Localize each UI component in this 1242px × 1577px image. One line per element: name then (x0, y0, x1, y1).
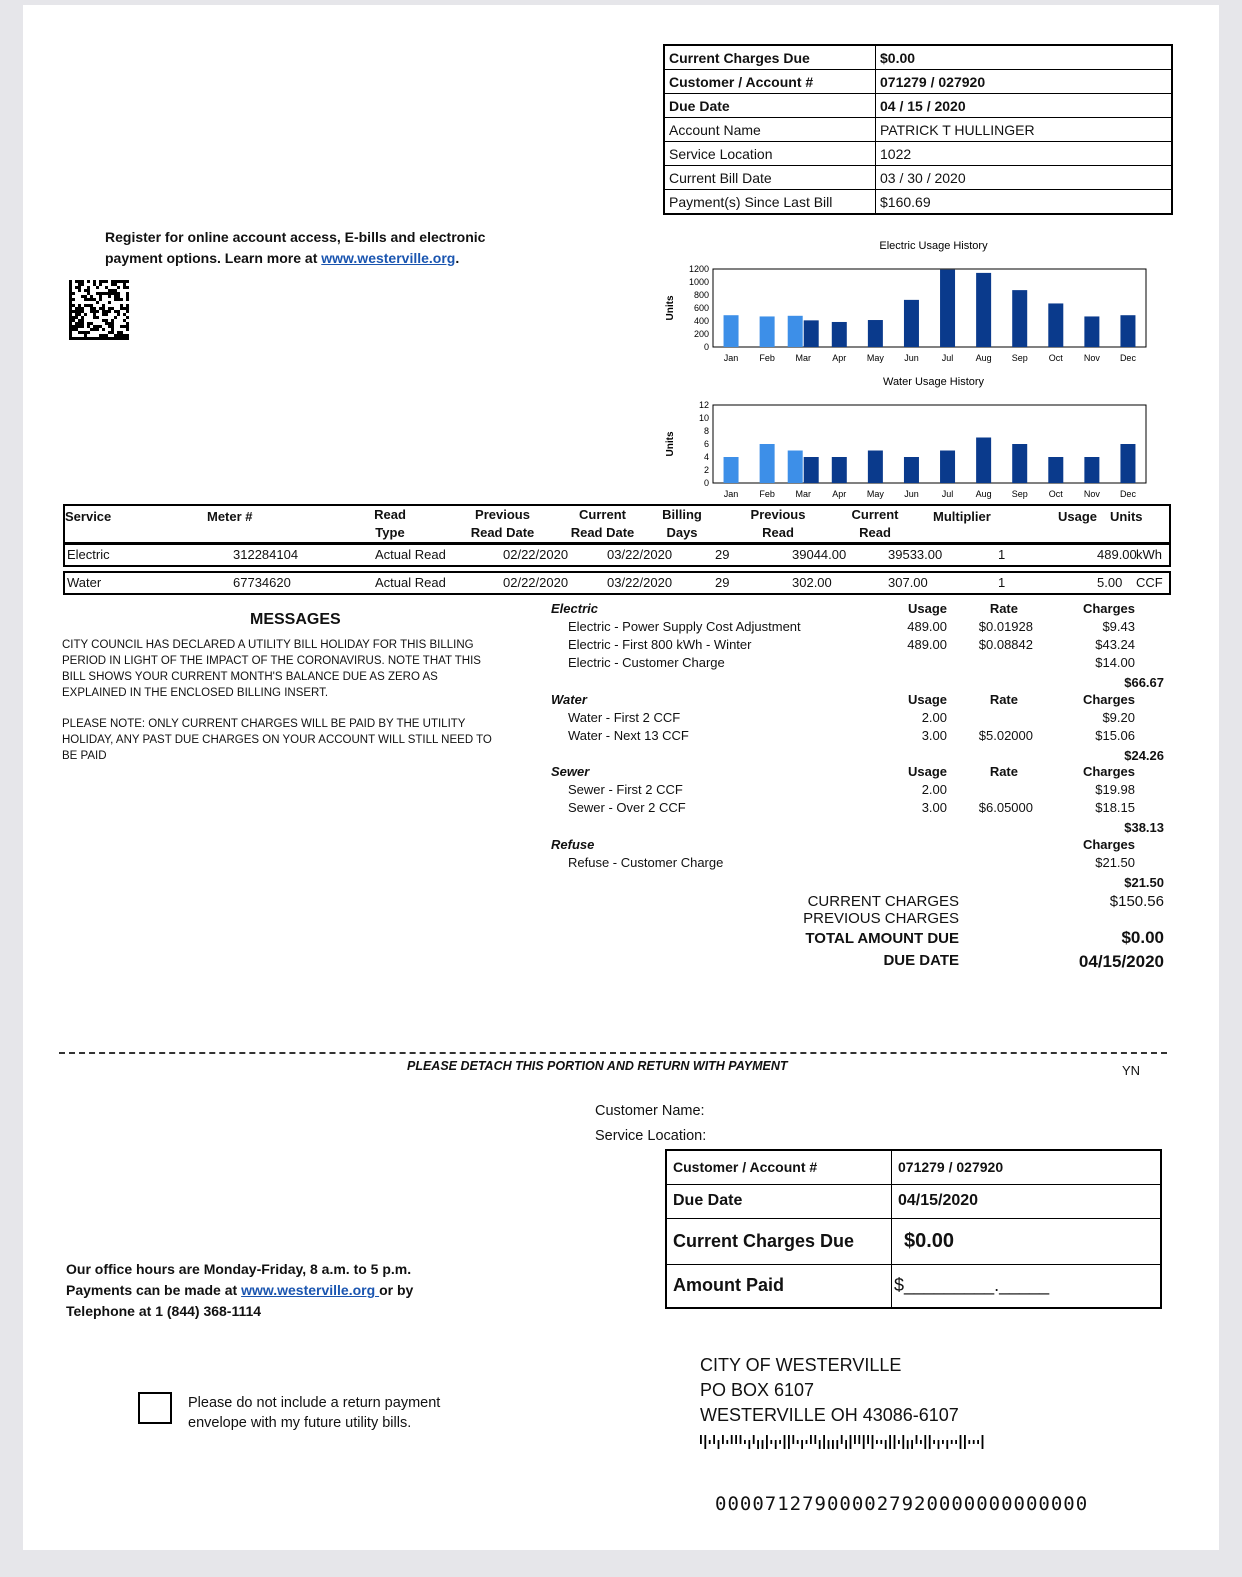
meter-row (63, 543, 1171, 567)
bar (904, 300, 919, 347)
sewer-section-title: Sewer (551, 764, 590, 779)
bar (1084, 316, 1099, 347)
summary-label: Current Bill Date (664, 166, 876, 190)
y-tick-label: 600 (693, 303, 709, 313)
charges-col-header: Charges (1082, 837, 1135, 852)
y-tick-label: 0 (703, 478, 709, 488)
charge-line-rate: $0.08842 (978, 637, 1033, 652)
due-date-label: DUE DATE (883, 952, 959, 969)
charge-line-usage: 489.00 (907, 619, 947, 634)
previous-charges-label: PREVIOUS CHARGES (803, 910, 959, 927)
x-tick-label: May (866, 353, 884, 363)
electric-subtotal: $66.67 (1124, 675, 1164, 690)
meter-cell-multiplier: 1 (998, 575, 1006, 590)
charge-line-desc: Sewer - First 2 CCF (568, 782, 683, 797)
message-holiday: CITY COUNCIL HAS DECLARED A UTILITY BILL HOLIDAY FOR THIS BILLING PERIOD IN LIGHT OF THE IMPACT OF THE CORONAVIRUS. NOTE THAT THIS BILL SHOWS YOUR CURRENT MONTH'S BALANCE DUE AS ZERO AS EXPLAINED IN THE ENCLOSED BILLING INSERT. (62, 639, 481, 699)
summary-value: 071279 / 027920 (876, 70, 1173, 94)
meter-cell-cur-date: 03/22/2020 (607, 547, 673, 562)
y-tick-label: 6 (703, 439, 709, 449)
charges-col-header: Charges (1082, 692, 1135, 707)
charge-line-amount: $14.00 (1095, 655, 1135, 670)
remit-address: CITY OF WESTERVILLE PO BOX 6107 WESTERVILLE OH 43086-6107 (700, 1355, 959, 1425)
charge-line-amount: $19.98 (1095, 782, 1135, 797)
total-due-value: $0.00 (1121, 928, 1164, 947)
water-usage-chart (643, 373, 1163, 503)
refuse-subtotal: $21.50 (1124, 875, 1164, 890)
summary-row (664, 142, 1172, 166)
plot-frame (713, 269, 1146, 347)
charge-line-desc: Water - Next 13 CCF (568, 728, 689, 743)
bar (832, 457, 847, 483)
charge-line-rate: $5.02000 (978, 728, 1033, 743)
usage-col-header: Usage (907, 601, 947, 616)
charge-line-usage: 3.00 (921, 728, 947, 743)
stub-due-label: Due Date (666, 1184, 892, 1218)
col-prev-date: Previous Read Date (470, 507, 535, 540)
col-service: Service (65, 509, 112, 524)
bar (976, 273, 991, 347)
x-tick-label: Apr (832, 489, 847, 499)
col-prev-read: Previous Read (750, 507, 806, 540)
x-tick-label: Mar (795, 353, 811, 363)
charge-line-desc: Electric - Power Supply Cost Adjustment (568, 619, 801, 634)
x-tick-label: Nov (1083, 489, 1100, 499)
x-tick-label: Jul (941, 489, 954, 499)
online-register-note: Register for online account access, E-bills and electronic payment options. Learn more at www.westerville.org. (105, 229, 486, 266)
meter-cell-meter: 67734620 (233, 575, 291, 590)
stub-account-value: 071279 / 027920 (892, 1150, 1162, 1184)
summary-label: Service Location (664, 142, 876, 166)
charge-line-amount: $9.43 (1102, 619, 1135, 634)
qr-code (69, 280, 129, 340)
usage-col-header: Usage (907, 692, 947, 707)
col-read-type: Read Type (374, 507, 406, 540)
due-date-value: 04/15/2020 (1078, 952, 1164, 971)
charge-line-usage: 2.00 (921, 782, 947, 797)
office-hours: Our office hours are Monday-Friday, 8 a.m. to 5 p.m. Payments can be made at www.westerville.org or by Telephone at 1 (844) 368-1114 (66, 1261, 414, 1319)
summary-label: Payment(s) Since Last Bill (664, 190, 876, 215)
bar (940, 451, 955, 484)
y-tick-label: 800 (693, 290, 709, 300)
col-billing-days: Billing Days (662, 507, 702, 540)
summary-row (664, 190, 1172, 215)
current-charges-label: CURRENT CHARGES (807, 893, 959, 910)
summary-label: Due Date (664, 94, 876, 118)
meter-row (63, 571, 1171, 595)
x-tick-label: Jun (904, 353, 919, 363)
summary-value: $160.69 (876, 190, 1173, 215)
summary-value: 1022 (876, 142, 1173, 166)
y-tick-label: 1200 (688, 264, 709, 274)
bar (868, 451, 883, 484)
electric-usage-chart (643, 237, 1163, 367)
meter-cell-read-type: Actual Read (375, 575, 446, 590)
meter-cell-usage: 5.00 (1097, 575, 1123, 590)
stub-account-label: Customer / Account # (666, 1150, 892, 1184)
customer-name-label: Customer Name: (595, 1103, 705, 1119)
chart-title: Electric Usage History (879, 240, 988, 252)
meter-cell-service: Water (67, 575, 102, 590)
summary-value: 03 / 30 / 2020 (876, 166, 1173, 190)
meter-cell-cur-date: 03/22/2020 (607, 575, 673, 590)
postal-barcode (700, 1435, 990, 1449)
water-section-title: Water (551, 692, 587, 707)
y-tick-label: 1000 (688, 277, 709, 287)
charge-line-desc: Electric - First 800 kWh - Winter (568, 637, 752, 652)
x-tick-label: Apr (832, 353, 847, 363)
stub-code: YN (1122, 1063, 1141, 1078)
sewer-subtotal: $38.13 (1124, 820, 1164, 835)
bar (868, 320, 883, 347)
meter-cell-multiplier: 1 (998, 547, 1006, 562)
charge-line-desc: Electric - Customer Charge (568, 655, 725, 670)
bar (904, 457, 919, 483)
rate-col-header: Rate (989, 764, 1018, 779)
charge-line-amount: $15.06 (1095, 728, 1135, 743)
bar (976, 438, 991, 484)
plot-frame (713, 405, 1146, 483)
y-tick-label: 10 (698, 413, 709, 423)
x-tick-label: Mar (795, 489, 811, 499)
x-tick-label: Dec (1119, 489, 1136, 499)
x-tick-label: Nov (1083, 353, 1100, 363)
meter-cell-service: Electric (67, 547, 110, 562)
x-tick-label: Sep (1011, 353, 1028, 363)
messages-title: MESSAGES (250, 611, 341, 628)
water-subtotal: $24.26 (1124, 748, 1164, 763)
meter-table-header (63, 504, 1171, 544)
x-tick-label: May (866, 489, 884, 499)
bar (1120, 315, 1135, 347)
y-tick-label: 0 (703, 342, 709, 352)
westerville-link[interactable]: www.westerville.org (321, 250, 456, 266)
x-tick-label: Feb (759, 353, 775, 363)
bar (760, 316, 775, 347)
summary-label: Customer / Account # (664, 70, 876, 94)
bar (804, 457, 819, 483)
summary-row (664, 94, 1172, 118)
usage-col-header: Usage (907, 764, 947, 779)
amount-paid-field[interactable]: $_________._____ (892, 1264, 1162, 1308)
charges-col-header: Charges (1082, 764, 1135, 779)
charge-line-usage: 489.00 (907, 637, 947, 652)
charge-line-amount: $18.15 (1095, 800, 1135, 815)
charge-line-amount: $9.20 (1102, 710, 1135, 725)
x-tick-label: Aug (975, 489, 992, 499)
stub-amount-paid-label: Amount Paid (666, 1264, 892, 1308)
y-tick-label: 4 (703, 452, 709, 462)
bar (940, 270, 955, 347)
detach-line (59, 1052, 1167, 1054)
bar (760, 444, 775, 483)
x-tick-label: Oct (1048, 489, 1063, 499)
rate-col-header: Rate (989, 692, 1018, 707)
bar (1084, 457, 1099, 483)
bar (788, 316, 803, 347)
x-tick-label: Feb (759, 489, 775, 499)
detach-instruction: PLEASE DETACH THIS PORTION AND RETURN WITH PAYMENT (407, 1059, 788, 1073)
meter-cell-units: CCF (1136, 575, 1163, 590)
bar (724, 315, 739, 347)
meter-cell-billing: 29 (715, 575, 730, 590)
x-tick-label: Aug (975, 353, 992, 363)
no-envelope-label: Please do not include a return payment envelope with my future utility bills. (188, 1395, 441, 1431)
col-cur-read: Current Read (851, 507, 899, 540)
electric-section-title: Electric (551, 601, 598, 616)
col-units: Units (1110, 509, 1143, 524)
y-tick-label: 400 (693, 316, 709, 326)
charge-line-desc: Refuse - Customer Charge (568, 855, 724, 870)
summary-value: PATRICK T HULLINGER (876, 118, 1173, 142)
y-tick-label: 2 (703, 465, 709, 475)
chart-title: Water Usage History (882, 376, 985, 388)
current-charges-value: $150.56 (1109, 893, 1164, 910)
meter-cell-usage: 489.00 (1097, 547, 1137, 562)
summary-row (664, 166, 1172, 190)
summary-row (664, 45, 1172, 70)
x-tick-label: Oct (1048, 353, 1063, 363)
col-usage: Usage (1058, 509, 1098, 524)
charge-line-desc: Water - First 2 CCF (568, 710, 681, 725)
meter-cell-units: kWh (1136, 547, 1162, 562)
bar (1048, 303, 1063, 347)
summary-row (664, 118, 1172, 142)
stub-current-label: Current Charges Due (666, 1218, 892, 1264)
x-tick-label: Dec (1119, 353, 1136, 363)
scan-line: 000071279000027920000000000000 (715, 1493, 1089, 1515)
meter-cell-prev-date: 02/22/2020 (503, 575, 569, 590)
stub-current-value: $0.00 (892, 1218, 1162, 1264)
bar (804, 320, 819, 347)
bar (832, 322, 847, 347)
stub-due-value: 04/15/2020 (892, 1184, 1162, 1218)
meter-cell-cur-read: 307.00 (888, 575, 928, 590)
x-tick-label: Jul (941, 353, 954, 363)
meter-cell-prev-read: 39044.00 (792, 547, 847, 562)
x-tick-label: Sep (1011, 489, 1028, 499)
charges-col-header: Charges (1082, 601, 1135, 616)
charge-line-rate: $0.01928 (978, 619, 1033, 634)
message-past-due: PLEASE NOTE: ONLY CURRENT CHARGES WILL BE PAID BY THE UTILITY HOLIDAY, ANY PAST DUE CHARGES ON YOUR ACCOUNT WILL STILL NEED TO BE PAID (62, 718, 492, 762)
payment-stub-table (665, 1149, 1162, 1309)
x-tick-label: Jun (904, 489, 919, 499)
no-envelope-checkbox[interactable] (138, 1392, 172, 1424)
charge-line-usage: 3.00 (921, 800, 947, 815)
bar (1012, 444, 1027, 483)
westerville-payment-link[interactable]: www.westerville.org (241, 1282, 380, 1298)
charge-line-desc: Sewer - Over 2 CCF (568, 800, 686, 815)
y-axis-label: Units (665, 295, 676, 321)
summary-value: 04 / 15 / 2020 (876, 94, 1173, 118)
col-multiplier: Multiplier (933, 509, 991, 524)
meter-cell-prev-read: 302.00 (792, 575, 832, 590)
meter-cell-cur-read: 39533.00 (888, 547, 943, 562)
charge-line-rate: $6.05000 (978, 800, 1033, 815)
y-axis-label: Units (665, 431, 676, 457)
total-due-label: TOTAL AMOUNT DUE (805, 930, 959, 947)
account-summary-table (663, 44, 1173, 215)
rate-col-header: Rate (989, 601, 1018, 616)
bar (1048, 457, 1063, 483)
charge-line-amount: $21.50 (1095, 855, 1135, 870)
summary-row (664, 70, 1172, 94)
meter-cell-meter: 312284104 (233, 547, 299, 562)
charge-line-usage: 2.00 (921, 710, 947, 725)
utility-bill-page (23, 5, 1219, 1550)
meter-cell-read-type: Actual Read (375, 547, 446, 562)
refuse-section-title: Refuse (551, 837, 595, 852)
bar (1012, 290, 1027, 347)
bar (724, 457, 739, 483)
x-tick-label: Jan (723, 489, 739, 499)
summary-label: Current Charges Due (664, 45, 876, 70)
y-tick-label: 8 (703, 426, 709, 436)
meter-cell-billing: 29 (715, 547, 730, 562)
x-tick-label: Jan (723, 353, 739, 363)
col-cur-date: Current Read Date (570, 507, 635, 540)
charge-line-amount: $43.24 (1095, 637, 1135, 652)
summary-label: Account Name (664, 118, 876, 142)
col-meter: Meter # (207, 509, 253, 524)
summary-value: $0.00 (876, 45, 1173, 70)
bar (1120, 444, 1135, 483)
meter-cell-prev-date: 02/22/2020 (503, 547, 569, 562)
bar (788, 451, 803, 484)
y-tick-label: 200 (693, 329, 709, 339)
service-location-label: Service Location: (595, 1128, 707, 1144)
y-tick-label: 12 (698, 400, 709, 410)
